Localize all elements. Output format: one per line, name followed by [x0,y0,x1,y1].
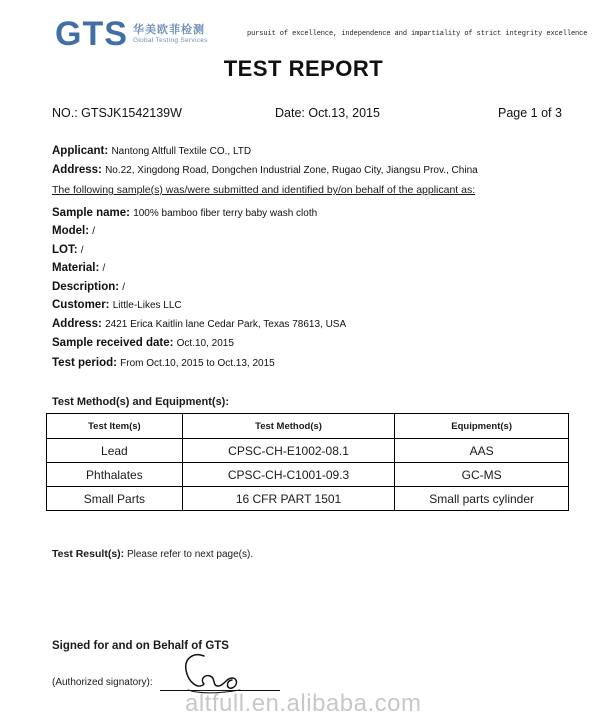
test-method-cell: CPSC-CH-E1002-08.1 [182,439,395,463]
column-header-test-method: Test Method(s) [182,414,395,439]
applicant-value: Nantong Altfull Textile CO., LTD [111,146,252,157]
test-period-value: From Oct.10, 2015 to Oct.13, 2015 [120,358,275,369]
page-number: Page 1 of 3 [498,106,562,120]
applicant-row [52,145,251,157]
test-result-label: Test Result(s): [52,548,125,560]
authorized-signatory-label: (Authorized signatory): [52,677,153,688]
model-label: Model: [52,225,90,237]
test-item-cell: Small Parts [47,487,183,511]
customer-row [52,299,182,311]
test-method-cell: CPSC-CH-C1001-09.3 [182,463,395,487]
header-tagline: pursuit of excellence, independence and impartiality of strict integrity excellence [247,30,588,38]
test-period-label: Test period: [52,357,117,369]
logo-chinese-name: 华美欧菲检测 [133,23,205,36]
received-date-row [52,337,234,349]
equipment-cell: GC-MS [395,463,569,487]
methods-heading: Test Method(s) and Equipment(s): [52,396,230,408]
customer-address-row [52,318,346,330]
material-row [52,262,105,274]
table-row [47,439,569,463]
column-header-equipment: Equipment(s) [395,414,569,439]
applicant-label: Applicant: [52,145,109,157]
test-item-cell: Phthalates [47,463,183,487]
submission-statement: The following sample(s) was/were submitted and identified by/on behalf of the applicant as: [52,184,476,196]
customer-address-label: Address: [52,318,102,330]
logo-mark: GTS [55,15,128,53]
signed-on-behalf: Signed for and on Behalf of GTS [52,640,229,652]
report-title: TEST REPORT [223,56,384,81]
report-date: Date: Oct.13, 2015 [275,106,380,120]
table-row [47,487,569,511]
test-item-cell: Lead [47,439,183,463]
lot-value: / [80,245,84,256]
material-label: Material: [52,262,100,274]
description-value: / [122,282,126,293]
methods-table [46,413,569,511]
report-number: NO.: GTSJK1542139W [52,106,182,120]
table-row [47,463,569,487]
lot-row [52,244,84,256]
received-date-label: Sample received date: [52,337,174,349]
customer-label: Customer: [52,299,110,311]
logo-english-name: Global Testing Services [133,37,208,44]
equipment-cell: Small parts cylinder [395,487,569,511]
applicant-address-label: Address: [52,164,102,176]
sample-name-row [52,207,317,219]
applicant-address-row [52,164,478,176]
sample-name-label: Sample name: [52,207,130,219]
gts-logo [55,14,225,54]
test-period-row [52,357,275,369]
test-method-cell: 16 CFR PART 1501 [182,487,395,511]
watermark: altfull.en.alibaba.com [185,690,422,717]
description-label: Description: [52,281,120,293]
model-value: / [92,226,96,237]
customer-address-value: 2421 Erica Kaitlin lane Cedar Park, Texas 78613, USA [105,319,347,330]
model-row [52,225,95,237]
lot-label: LOT: [52,244,78,256]
table-header-row [47,414,569,439]
received-date-value: Oct.10, 2015 [176,338,234,349]
description-row [52,281,125,293]
column-header-test-item: Test Item(s) [47,414,183,439]
material-value: / [102,263,106,274]
test-result-row [52,548,253,560]
applicant-address-value: No.22, Xingdong Road, Dongchen Industrial Zone, Rugao City, Jiangsu Prov., China [105,165,478,176]
sample-name-value: 100% bamboo fiber terry baby wash cloth [133,208,318,219]
customer-value: Little-Likes LLC [112,300,182,311]
test-result-value: Please refer to next page(s). [126,549,254,560]
equipment-cell: AAS [395,439,569,463]
